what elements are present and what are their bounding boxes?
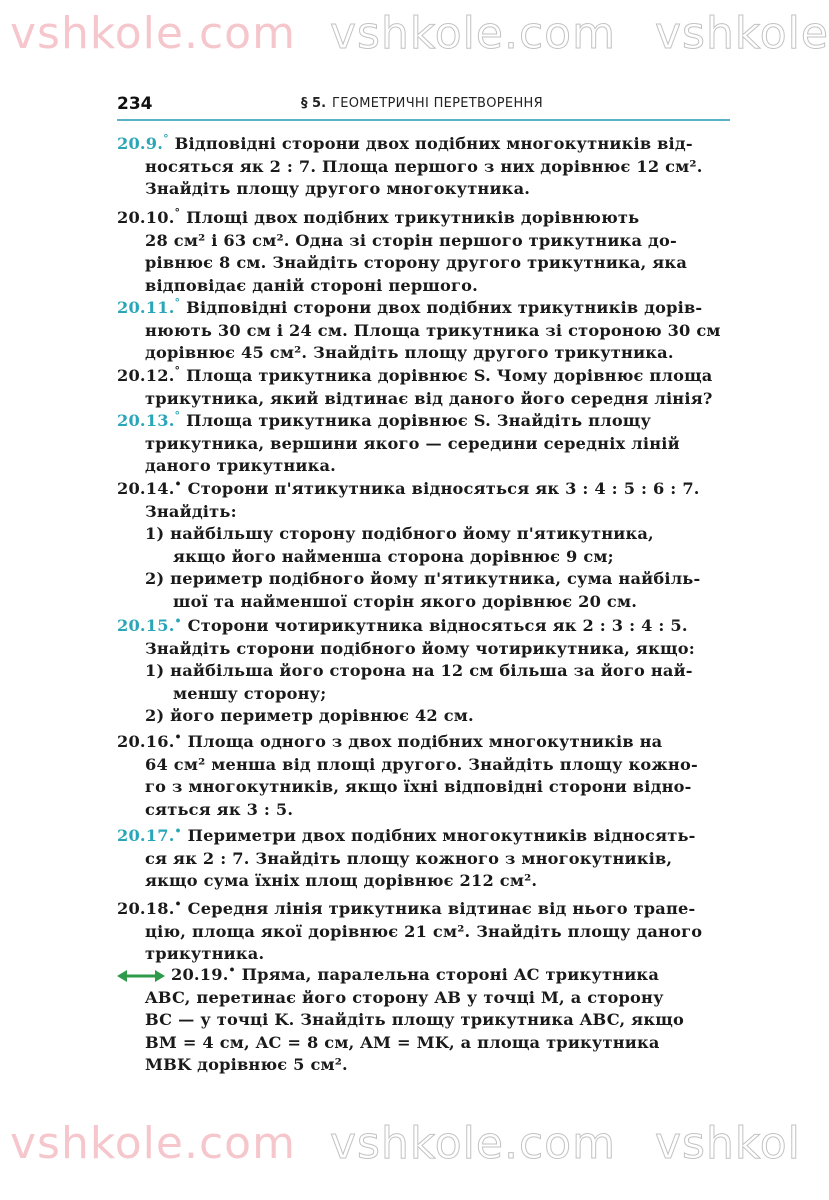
problem-line: Сторони чотирикутника відносяться як 2 : 3 : 4 : 5. (187, 616, 688, 635)
problem-line: 2) периметр подібного йому п'ятикутника, сума найбіль- (145, 569, 701, 588)
problem-number: 20.9. (117, 134, 164, 153)
problem-line: го з многокутників, якщо їхні відповідні сторони відно- (145, 777, 692, 796)
problem-line: ABC, перетинає його сторону AB у точці M, а сторону (145, 987, 664, 1007)
problem-line: Середня лінія трикутника відтинає від нього трапе- (187, 899, 696, 918)
problem-number: 20.10. (117, 208, 175, 227)
problem-line: Площа трикутника дорівнює S. Чому дорівнює площа (186, 366, 713, 385)
section-mark: § 5. (301, 96, 327, 111)
watermark: vshkole.com (330, 8, 616, 59)
problem-line: сяться як 3 : 5. (145, 799, 294, 819)
difficulty-marker: ° (174, 296, 181, 310)
double-arrow-icon (117, 969, 165, 983)
problem-line: Знайдіть сторони подібного йому чотирикутника, якщо: (145, 638, 695, 658)
watermark: vshkole.com (10, 8, 296, 59)
problem-line: BC — у точці K. Знайдіть площу трикутника ABC, якщо (145, 1010, 684, 1029)
problem-line: Відповідні сторони двох подібних многокутників від- (174, 134, 693, 153)
problem-line: 1) найбільша його сторона на 12 см більша за його най- (145, 661, 693, 680)
page-number: 234 (117, 94, 153, 114)
problem-line: дорівнює 45 см². Знайдіть площу другого трикутника. (145, 343, 674, 362)
difficulty-marker: • (174, 730, 182, 744)
difficulty-marker: ° (174, 364, 181, 378)
problem-line: Знайдіть площу другого многокутника. (145, 179, 531, 198)
problem-line: трикутника, вершини якого — середини середніх ліній (145, 433, 680, 453)
problem-20-10 (117, 207, 731, 297)
watermark: vshkole.com (330, 1118, 616, 1169)
page-header (117, 94, 730, 118)
problem-line: трикутника, який відтинає від даного його середня лінія? (145, 388, 713, 408)
problem-line: BM = 4 см, AC = 8 см, AM = MK, а площа трикутника (145, 1032, 660, 1052)
problem-20-17 (117, 825, 731, 893)
difficulty-marker: • (228, 963, 236, 977)
problem-line: 2) його периметр дорівнює 42 см. (145, 706, 474, 725)
difficulty-marker: • (174, 824, 182, 838)
problem-line: 1) найбільшу сторону подібного йому п'ятикутника, (145, 524, 654, 543)
problem-number: 20.19. (171, 965, 229, 984)
problem-line: 64 см² менша від площі другого. Знайдіть площу кожно- (145, 754, 698, 774)
problem-20-13 (117, 410, 731, 478)
problem-line: рівнює 8 см. Знайдіть сторону другого трикутника, яка (145, 253, 688, 272)
header-rule (117, 119, 730, 121)
problem-line: Пряма, паралельна стороні AC трикутника (241, 965, 660, 984)
problem-line: 28 см² і 63 см². Одна зі сторін першого трикутника до- (145, 230, 677, 250)
problem-line: даного трикутника. (145, 456, 336, 475)
difficulty-marker: ° (174, 409, 181, 423)
problem-line: Площа одного з двох подібних многокутників на (187, 732, 663, 751)
problem-line: трикутника. (145, 944, 265, 963)
problem-line: Знайдіть: (145, 501, 237, 521)
section-title: ГЕОМЕТРИЧНІ ПЕРЕТВОРЕННЯ (332, 96, 543, 111)
problem-line: цію, площа якої дорівнює 21 см². Знайдіть площу даного (145, 921, 703, 941)
problem-line: ся як 2 : 7. Знайдіть площу кожного з многокутників, (145, 848, 673, 868)
problem-number: 20.11. (117, 298, 175, 317)
problem-number: 20.14. (117, 479, 175, 498)
problem-number: 20.13. (117, 411, 175, 430)
difficulty-marker: ° (163, 132, 169, 146)
problem-number: 20.12. (117, 366, 175, 385)
problem-line: Сторони п'ятикутника відносяться як 3 : 4 : 5 : 6 : 7. (187, 479, 700, 498)
difficulty-marker: • (174, 477, 182, 491)
problem-line: шої та найменшої сторін якого дорівнює 20 см. (173, 591, 638, 611)
watermark: vshkole.com (10, 1118, 296, 1169)
problem-line: меншу сторону; (173, 683, 327, 703)
watermark: vshkol (655, 1118, 801, 1169)
problem-number: 20.17. (117, 826, 175, 845)
difficulty-marker: • (174, 897, 182, 911)
problem-line: носяться як 2 : 7. Площа першого з них дорівнює 12 см². (145, 156, 703, 176)
problem-line: Периметри двох подібних многокутників відносять- (187, 826, 696, 845)
difficulty-marker: • (174, 614, 182, 628)
problem-number: 20.15. (117, 616, 175, 635)
problem-line: нюють 30 см і 24 см. Площа трикутника зі стороною 30 см (145, 320, 721, 340)
problem-number: 20.18. (117, 899, 175, 918)
problem-line: Площа трикутника дорівнює S. Знайдіть площу (186, 411, 652, 430)
problem-20-15 (117, 615, 731, 728)
problem-line: Відповідні сторони двох подібних трикутників дорів- (186, 298, 703, 317)
problem-20-14 (117, 478, 731, 613)
problem-line: якщо сума їхніх площ дорівнює 212 см². (145, 871, 538, 890)
problem-20-19 (117, 964, 731, 1077)
problem-20-12 (117, 365, 731, 410)
problem-line: відповідає даній стороні першого. (145, 275, 478, 295)
problem-20-18 (117, 898, 731, 966)
difficulty-marker: ° (174, 206, 181, 220)
problem-20-9 (117, 133, 731, 201)
problem-line: Площі двох подібних трикутників дорівнюють (186, 208, 640, 227)
problem-20-11 (117, 297, 731, 365)
problem-number: 20.16. (117, 732, 175, 751)
problem-20-16 (117, 731, 731, 821)
problem-line: MBK дорівнює 5 см². (145, 1055, 348, 1074)
watermark: vshkole (655, 8, 829, 59)
problem-line: якщо його найменша сторона дорівнює 9 см; (173, 546, 614, 566)
